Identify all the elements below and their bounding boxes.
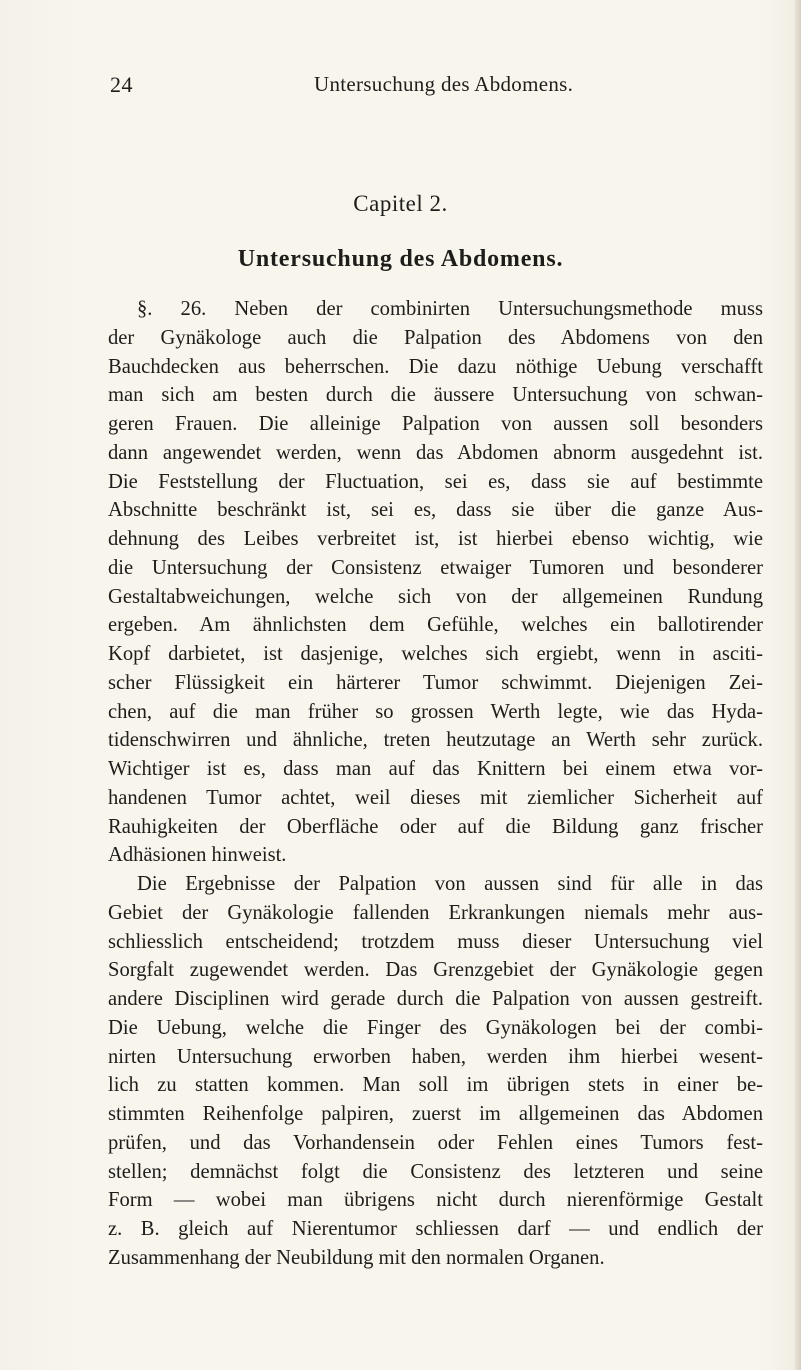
text-line: ergeben. Am ähnlichsten dem Gefühle, welches ein ballotirender <box>108 614 763 637</box>
text-line: Zusammenhang der Neubildung mit den normalen Organen. <box>108 1246 605 1269</box>
text-line: nirten Untersuchung erworben haben, werden ihm hierbei wesent- <box>108 1045 763 1068</box>
text-line: Die Feststellung der Fluctuation, sei es, dass sie auf bestimmte <box>108 470 763 493</box>
text-line: z. B. gleich auf Nierentumor schliessen darf — und endlich der <box>108 1218 763 1240</box>
text-line: man sich am besten durch die äussere Untersuchung von schwan- <box>108 384 763 407</box>
text-line: der Gynäkologe auch die Palpation des Abdomens von den <box>108 326 763 349</box>
text-line: dann angewendet werden, wenn das Abdomen abnorm ausgedehnt ist. <box>108 441 763 464</box>
text-line: chen, auf die man früher so grossen Werth legte, wie das Hyda- <box>108 700 763 723</box>
text-line: Abschnitte beschränkt ist, sei es, dass sie über die ganze Aus- <box>108 499 763 522</box>
body-text <box>108 295 763 1273</box>
text-line: die Untersuchung der Consistenz etwaiger Tumoren und besonderer <box>108 556 763 579</box>
text-line: Adhäsionen hinweist. <box>108 844 287 867</box>
running-head <box>0 72 801 102</box>
page-number: 24 <box>110 72 133 97</box>
text-line: Gestaltabweichungen, welche sich von der allgemeinen Rundung <box>108 585 763 608</box>
text-line: stellen; demnächst folgt die Consistenz des letzteren und seine <box>108 1160 763 1183</box>
text-line: Wichtiger ist es, dass man auf das Knittern bei einem etwa vor- <box>108 758 763 780</box>
chapter-label: Capitel 2. <box>353 191 448 216</box>
text-line: Die Ergebnisse der Palpation von aussen sind für alle in das <box>137 873 763 895</box>
text-line: andere Disciplinen wird gerade durch die Palpation von aussen gestreift. <box>108 988 763 1010</box>
chapter-title: Untersuchung des Abdomens. <box>237 246 564 272</box>
text-line: §. 26. Neben der combinirten Untersuchungsmethode muss <box>137 298 763 320</box>
text-line: Rauhigkeiten der Oberfläche oder auf die Bildung ganz frischer <box>108 815 763 838</box>
running-title: Untersuchung des Abdomens. <box>314 72 574 96</box>
text-line: prüfen, und das Vorhandensein oder Fehlen eines Tumors fest- <box>108 1131 763 1154</box>
text-line: handenen Tumor achtet, weil dieses mit ziemlicher Sicherheit auf <box>108 786 763 809</box>
text-line: geren Frauen. Die alleinige Palpation von aussen soll besonders <box>108 413 763 435</box>
text-line: Die Uebung, welche die Finger des Gynäkologen bei der combi- <box>108 1016 763 1039</box>
text-line: schliesslich entscheidend; trotzdem muss dieser Untersuchung viel <box>108 930 763 953</box>
text-line: stimmten Reihenfolge palpiren, zuerst im allgemeinen das Abdomen <box>108 1103 763 1125</box>
text-line: Form — wobei man übrigens nicht durch nierenförmige Gestalt <box>108 1189 763 1212</box>
text-line: Gebiet der Gynäkologie fallenden Erkrankungen niemals mehr aus- <box>108 901 763 924</box>
text-line: tidenschwirren und ähnliche, treten heutzutage an Werth sehr zurück. <box>108 729 763 752</box>
text-line: dehnung des Leibes verbreitet ist, ist hierbei ebenso wichtig, wie <box>108 528 763 550</box>
text-line: Kopf darbietet, ist dasjenige, welches sich ergiebt, wenn in asciti- <box>108 643 763 665</box>
text-line: lich zu statten kommen. Man soll im übrigen stets in einer be- <box>108 1074 763 1097</box>
text-line: scher Flüssigkeit ein härterer Tumor schwimmt. Diejenigen Zei- <box>108 671 763 694</box>
text-line: Sorgfalt zugewendet werden. Das Grenzgebiet der Gynäkologie gegen <box>108 959 763 982</box>
text-line: Bauchdecken aus beherrschen. Die dazu nöthige Uebung verschafft <box>108 355 763 378</box>
